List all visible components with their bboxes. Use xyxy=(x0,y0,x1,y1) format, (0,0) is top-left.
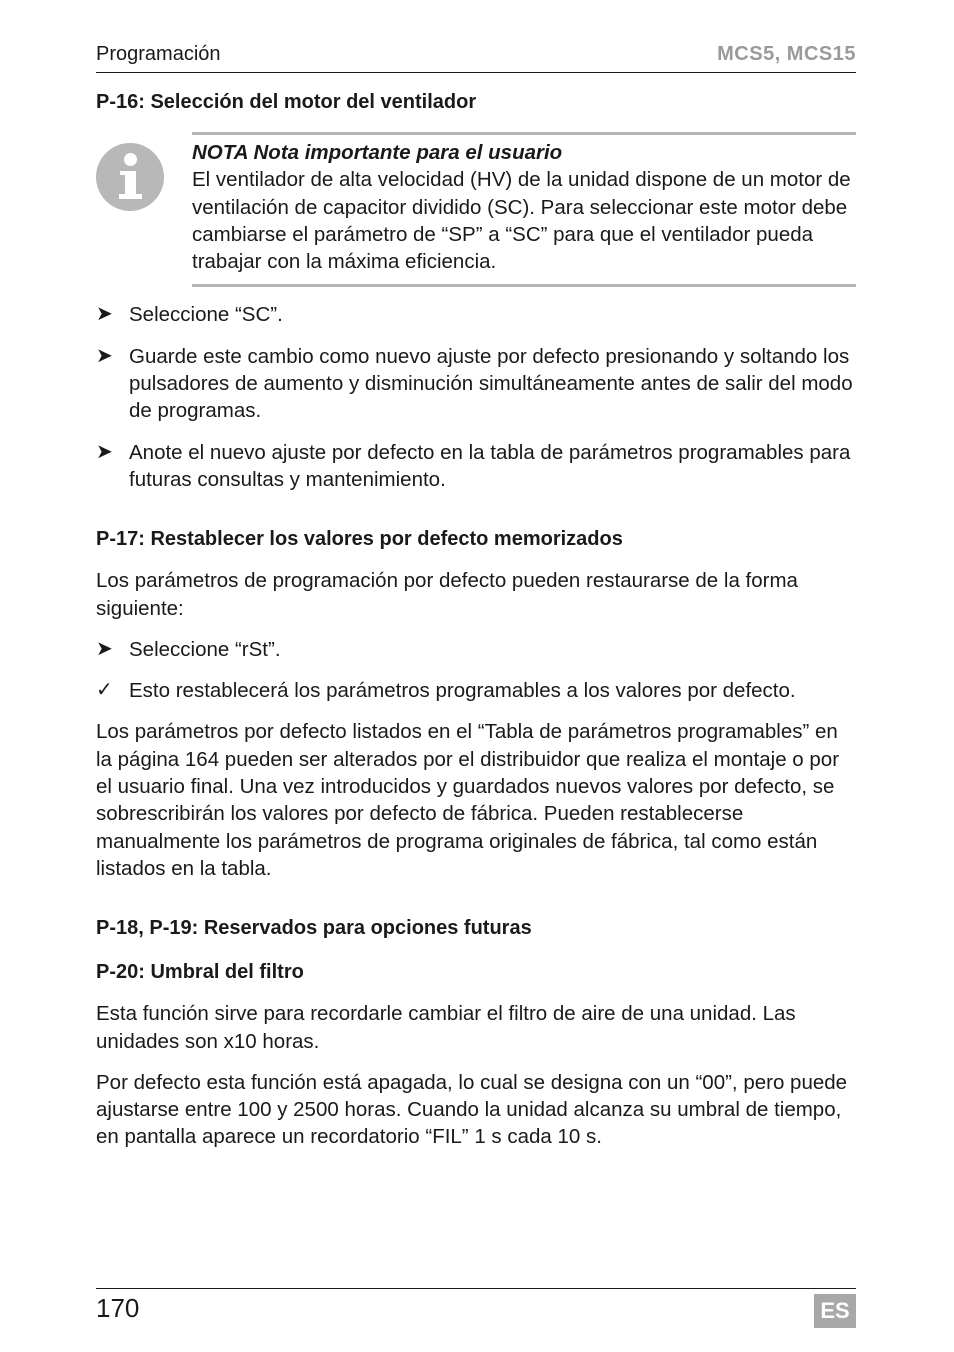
page-footer xyxy=(96,1288,856,1323)
language-badge: ES xyxy=(814,1294,856,1328)
check-icon: ✓ xyxy=(96,679,113,702)
heading-p18-p19: P-18, P-19: Reservados para opciones futuras xyxy=(96,917,532,940)
info-icon xyxy=(96,143,164,211)
step-item xyxy=(96,343,856,425)
user-note-box xyxy=(192,132,856,287)
step-item xyxy=(96,636,856,663)
header-section-title: Programación xyxy=(96,43,221,65)
p20-para2: Por defecto esta función está apagada, lo cual se designa con un “00”, pero puede ajustarse entre 100 y 2500 horas. Cuando la unidad alcanza su umbral de tiempo, en pantalla aparece un recordatorio “FIL” 1 s cada 10 s. xyxy=(96,1070,848,1149)
note-title: NOTA Nota importante para el usuario xyxy=(192,141,563,164)
arrow-bullet-icon: ➤ xyxy=(96,344,113,367)
arrow-bullet-icon: ➤ xyxy=(96,303,113,326)
step-text: Anote el nuevo ajuste por defecto en la tabla de parámetros programables para futuras consultas y mantenimiento. xyxy=(129,440,851,491)
p17-body: Los parámetros por defecto listados en el “Tabla de parámetros programables” en la página 164 pueden ser alterados por el distribuidor que realiza el montaje o por el usuario final. Una vez introducidos y guardados nuevos valores por defecto, se sobrescribirán los valores por defecto de fábrica. Pueden restablecerse manualmente los parámetros de programa originales de fábrica, tal como están listados en la tabla. xyxy=(96,720,840,880)
step-text: Guarde este cambio como nuevo ajuste por defecto presionando y soltando los pulsadores de aumento y disminución simultáneamente antes de salir del modo de programas. xyxy=(129,344,853,423)
page-header xyxy=(96,40,856,73)
p17-intro: Los parámetros de programación por defecto pueden restaurarse de la forma siguiente: xyxy=(96,569,798,620)
result-item xyxy=(96,677,856,704)
page-content xyxy=(96,88,856,1151)
step-text: Seleccione “SC”. xyxy=(129,303,283,327)
arrow-bullet-icon: ➤ xyxy=(96,637,113,660)
step-item xyxy=(96,301,856,328)
heading-p17: P-17: Restablecer los valores por defecto memorizados xyxy=(96,528,623,551)
header-model-name: MCS5, MCS15 xyxy=(717,43,856,65)
heading-p16: P-16: Selección del motor del ventilador xyxy=(96,91,477,113)
heading-p20: P-20: Umbral del filtro xyxy=(96,961,304,984)
step-text: Seleccione “rSt”. xyxy=(129,637,281,661)
arrow-bullet-icon: ➤ xyxy=(96,440,113,463)
p20-para1: Esta función sirve para recordarle cambiar el filtro de aire de una unidad. Las unidades son x10 horas. xyxy=(96,1002,796,1053)
result-text: Esto restablecerá los parámetros programables a los valores por defecto. xyxy=(129,679,796,703)
page-number: 170 xyxy=(96,1293,140,1323)
note-text: El ventilador de alta velocidad (HV) de la unidad dispone de un motor de ventilación de capacitor dividido (SC). Para seleccionar este motor debe cambiarse el parámetro de “SP” a “SC” para que el ventilador pueda trabajar con la máxima eficiencia. xyxy=(192,168,851,274)
step-item xyxy=(96,439,856,494)
